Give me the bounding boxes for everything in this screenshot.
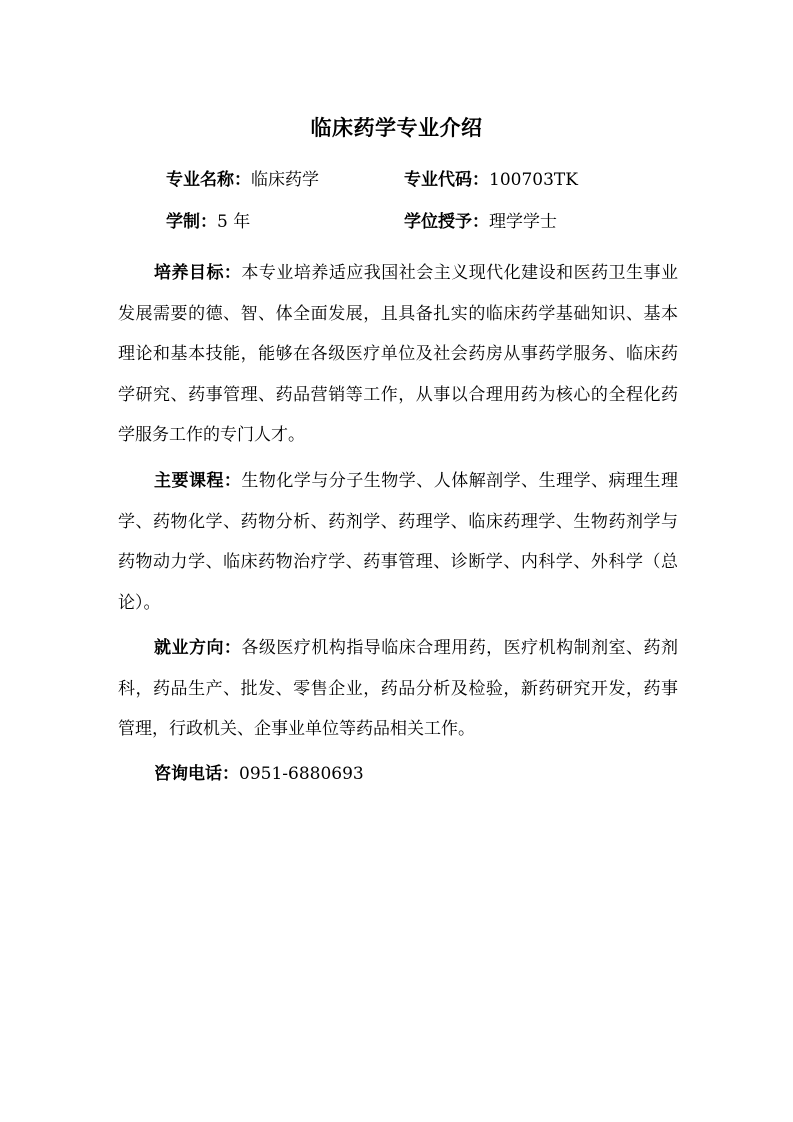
duration-value: 5 年	[217, 212, 251, 232]
contact-paragraph	[118, 754, 678, 795]
major-name-value: 临床药学	[251, 170, 319, 190]
page-title: 临床药学专业介绍	[310, 116, 483, 140]
major-name-label: 专业名称：	[166, 170, 251, 190]
employment-text: 各级医疗机构指导临床合理用药，医疗机构制剂室、药剂科，药品生产、批发、零售企业，药品分析及检验，新药研究开发，药事管理，行政机关、企事业单位等药品相关工作。	[118, 638, 679, 739]
contact-label: 咨询电话：	[154, 764, 239, 784]
degree-field	[404, 210, 557, 234]
degree-value: 理学学士	[489, 212, 557, 232]
major-code-field	[404, 168, 578, 192]
major-code-label: 专业代码：	[404, 170, 489, 190]
employment-label: 就业方向：	[154, 638, 242, 658]
contact-value: 0951-6880693	[239, 764, 364, 784]
courses-paragraph	[118, 461, 678, 623]
courses-text: 生物化学与分子生物学、人体解剖学、生理学、病理生理学、药物化学、药物分析、药剂学、药理学、临床药理学、生物药剂学与药物动力学、临床药物治疗学、药事管理、诊断学、内科学、外科学（总论）。	[118, 471, 679, 613]
objective-label: 培养目标：	[154, 263, 242, 283]
degree-label: 学位授予：	[404, 212, 489, 232]
duration-field	[166, 210, 250, 234]
duration-label: 学制：	[166, 212, 217, 232]
employment-paragraph	[118, 628, 678, 750]
major-code-value: 100703TK	[489, 170, 578, 190]
courses-label: 主要课程：	[154, 471, 242, 491]
objective-paragraph	[118, 253, 678, 456]
major-name-field	[166, 168, 319, 192]
objective-text: 本专业培养适应我国社会主义现代化建设和医药卫生事业发展需要的德、智、体全面发展，且具备扎实的临床药学基础知识、基本理论和基本技能，能够在各级医疗单位及社会药房从事药学服务、临床药学研究、药事管理、药品营销等工作，从事以合理用药为核心的全程化药学服务工作的专门人才。	[118, 263, 679, 445]
